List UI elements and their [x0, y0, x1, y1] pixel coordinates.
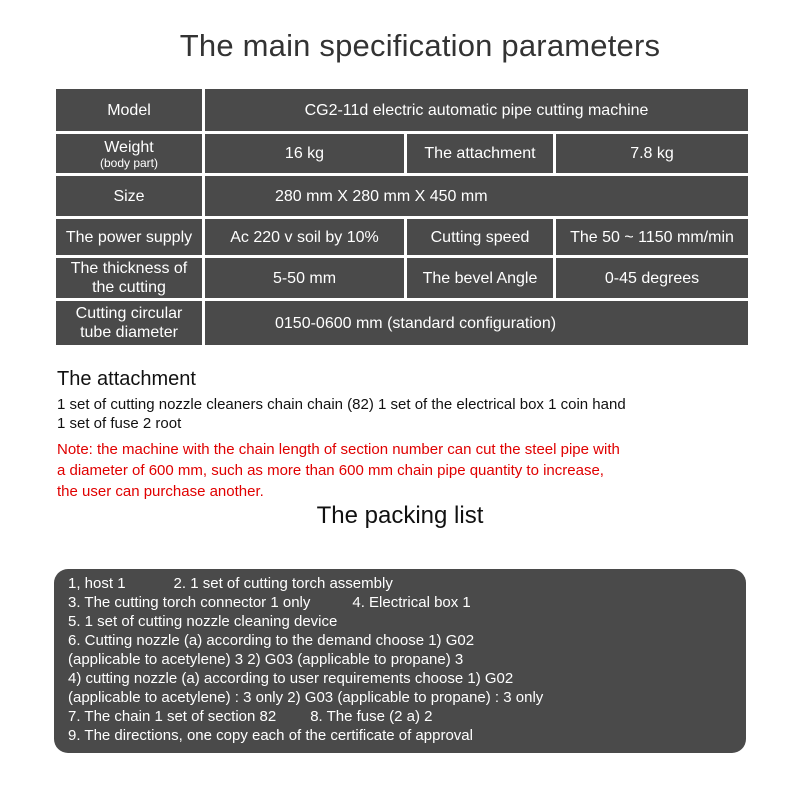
packing-item-8: 8. The fuse (2 a) 2: [310, 708, 433, 725]
packing-item-3: 3. The cutting torch connector 1 only: [68, 594, 311, 611]
weight-sublabel: (body part): [99, 155, 159, 170]
note-line-2: a diameter of 600 mm, such as more than 600 mm chain pipe quantity to increase,: [57, 462, 604, 479]
diameter-label-1: Cutting circular: [75, 305, 183, 322]
packing-line-8: [68, 708, 433, 725]
spec-row-model: [56, 89, 748, 131]
spec-value-speed: The 50 ~ 1150 mm/min: [556, 219, 748, 255]
spec-value-power: Ac 220 v soil by 10%: [205, 219, 404, 255]
packing-line-5: (applicable to acetylene) 3 2) G03 (applicable to propane) 3: [68, 651, 464, 668]
spec-label-bevel: The bevel Angle: [407, 258, 553, 298]
attachment-line-2: 1 set of fuse 2 root: [57, 415, 182, 432]
spec-value-weight: 16 kg: [205, 134, 404, 173]
packing-item-7: 7. The chain 1 set of section 82: [68, 708, 277, 725]
attachment-note: [57, 439, 757, 502]
packing-item-1: 1, host 1: [68, 575, 126, 592]
spec-value-size: 280 mm X 280 mm X 450 mm: [205, 176, 748, 216]
packing-item-2: 2. 1 set of cutting torch assembly: [173, 575, 393, 592]
spec-label-power: The power supply: [56, 219, 202, 255]
packing-item-4: 4. Electrical box 1: [352, 594, 471, 611]
packing-line-4: 6. Cutting nozzle (a) according to the demand choose 1) G02: [68, 632, 475, 649]
page-title: The main specification parameters: [179, 28, 661, 63]
note-line-1: Note: the machine with the chain length of section number can cut the steel pipe with: [57, 441, 620, 458]
attachment-heading: The attachment: [57, 368, 196, 390]
spec-value-model: CG2-11d electric automatic pipe cutting machine: [205, 89, 748, 131]
packing-line-1: [68, 575, 393, 592]
spec-value-attachment: 7.8 kg: [556, 134, 748, 173]
spec-row-diameter: [56, 301, 748, 345]
packing-line-6: 4) cutting nozzle (a) according to user requirements choose 1) G02: [68, 670, 514, 687]
spec-row-power: [56, 219, 748, 255]
spec-value-bevel: 0-45 degrees: [556, 258, 748, 298]
thickness-label-1: The thickness of: [70, 260, 188, 277]
diameter-label-2: tube diameter: [80, 324, 178, 341]
packing-line-3: 5. 1 set of cutting nozzle cleaning device: [68, 613, 338, 630]
note-line-3: the user can purchase another.: [57, 483, 264, 500]
spec-row-size: [56, 176, 748, 216]
spec-label-speed: Cutting speed: [407, 219, 553, 255]
spec-row-weight: [56, 134, 748, 173]
spec-label-diameter: [56, 301, 202, 345]
weight-label: Weight: [104, 138, 154, 156]
spec-label-size: Size: [56, 176, 202, 216]
thickness-label-2: the cutting: [92, 279, 166, 296]
packing-line-9: 9. The directions, one copy each of the certificate of approval: [68, 727, 473, 744]
spec-table: [53, 86, 751, 348]
packing-line-2: [68, 594, 471, 611]
packing-title: The packing list: [316, 502, 484, 529]
spec-value-thickness: 5-50 mm: [205, 258, 404, 298]
spec-label-model: Model: [56, 89, 202, 131]
spec-value-diameter: 0150-0600 mm (standard configuration): [205, 301, 748, 345]
spec-row-thickness: [56, 258, 748, 298]
spec-label-attachment: The attachment: [407, 134, 553, 173]
spec-label-weight: [56, 134, 202, 173]
attachment-line-1: 1 set of cutting nozzle cleaners chain chain (82) 1 set of the electrical box 1 coin hand: [57, 396, 626, 413]
packing-line-7: (applicable to acetylene) : 3 only 2) G03 (applicable to propane) : 3 only: [68, 689, 544, 706]
spec-label-thickness: [56, 258, 202, 298]
